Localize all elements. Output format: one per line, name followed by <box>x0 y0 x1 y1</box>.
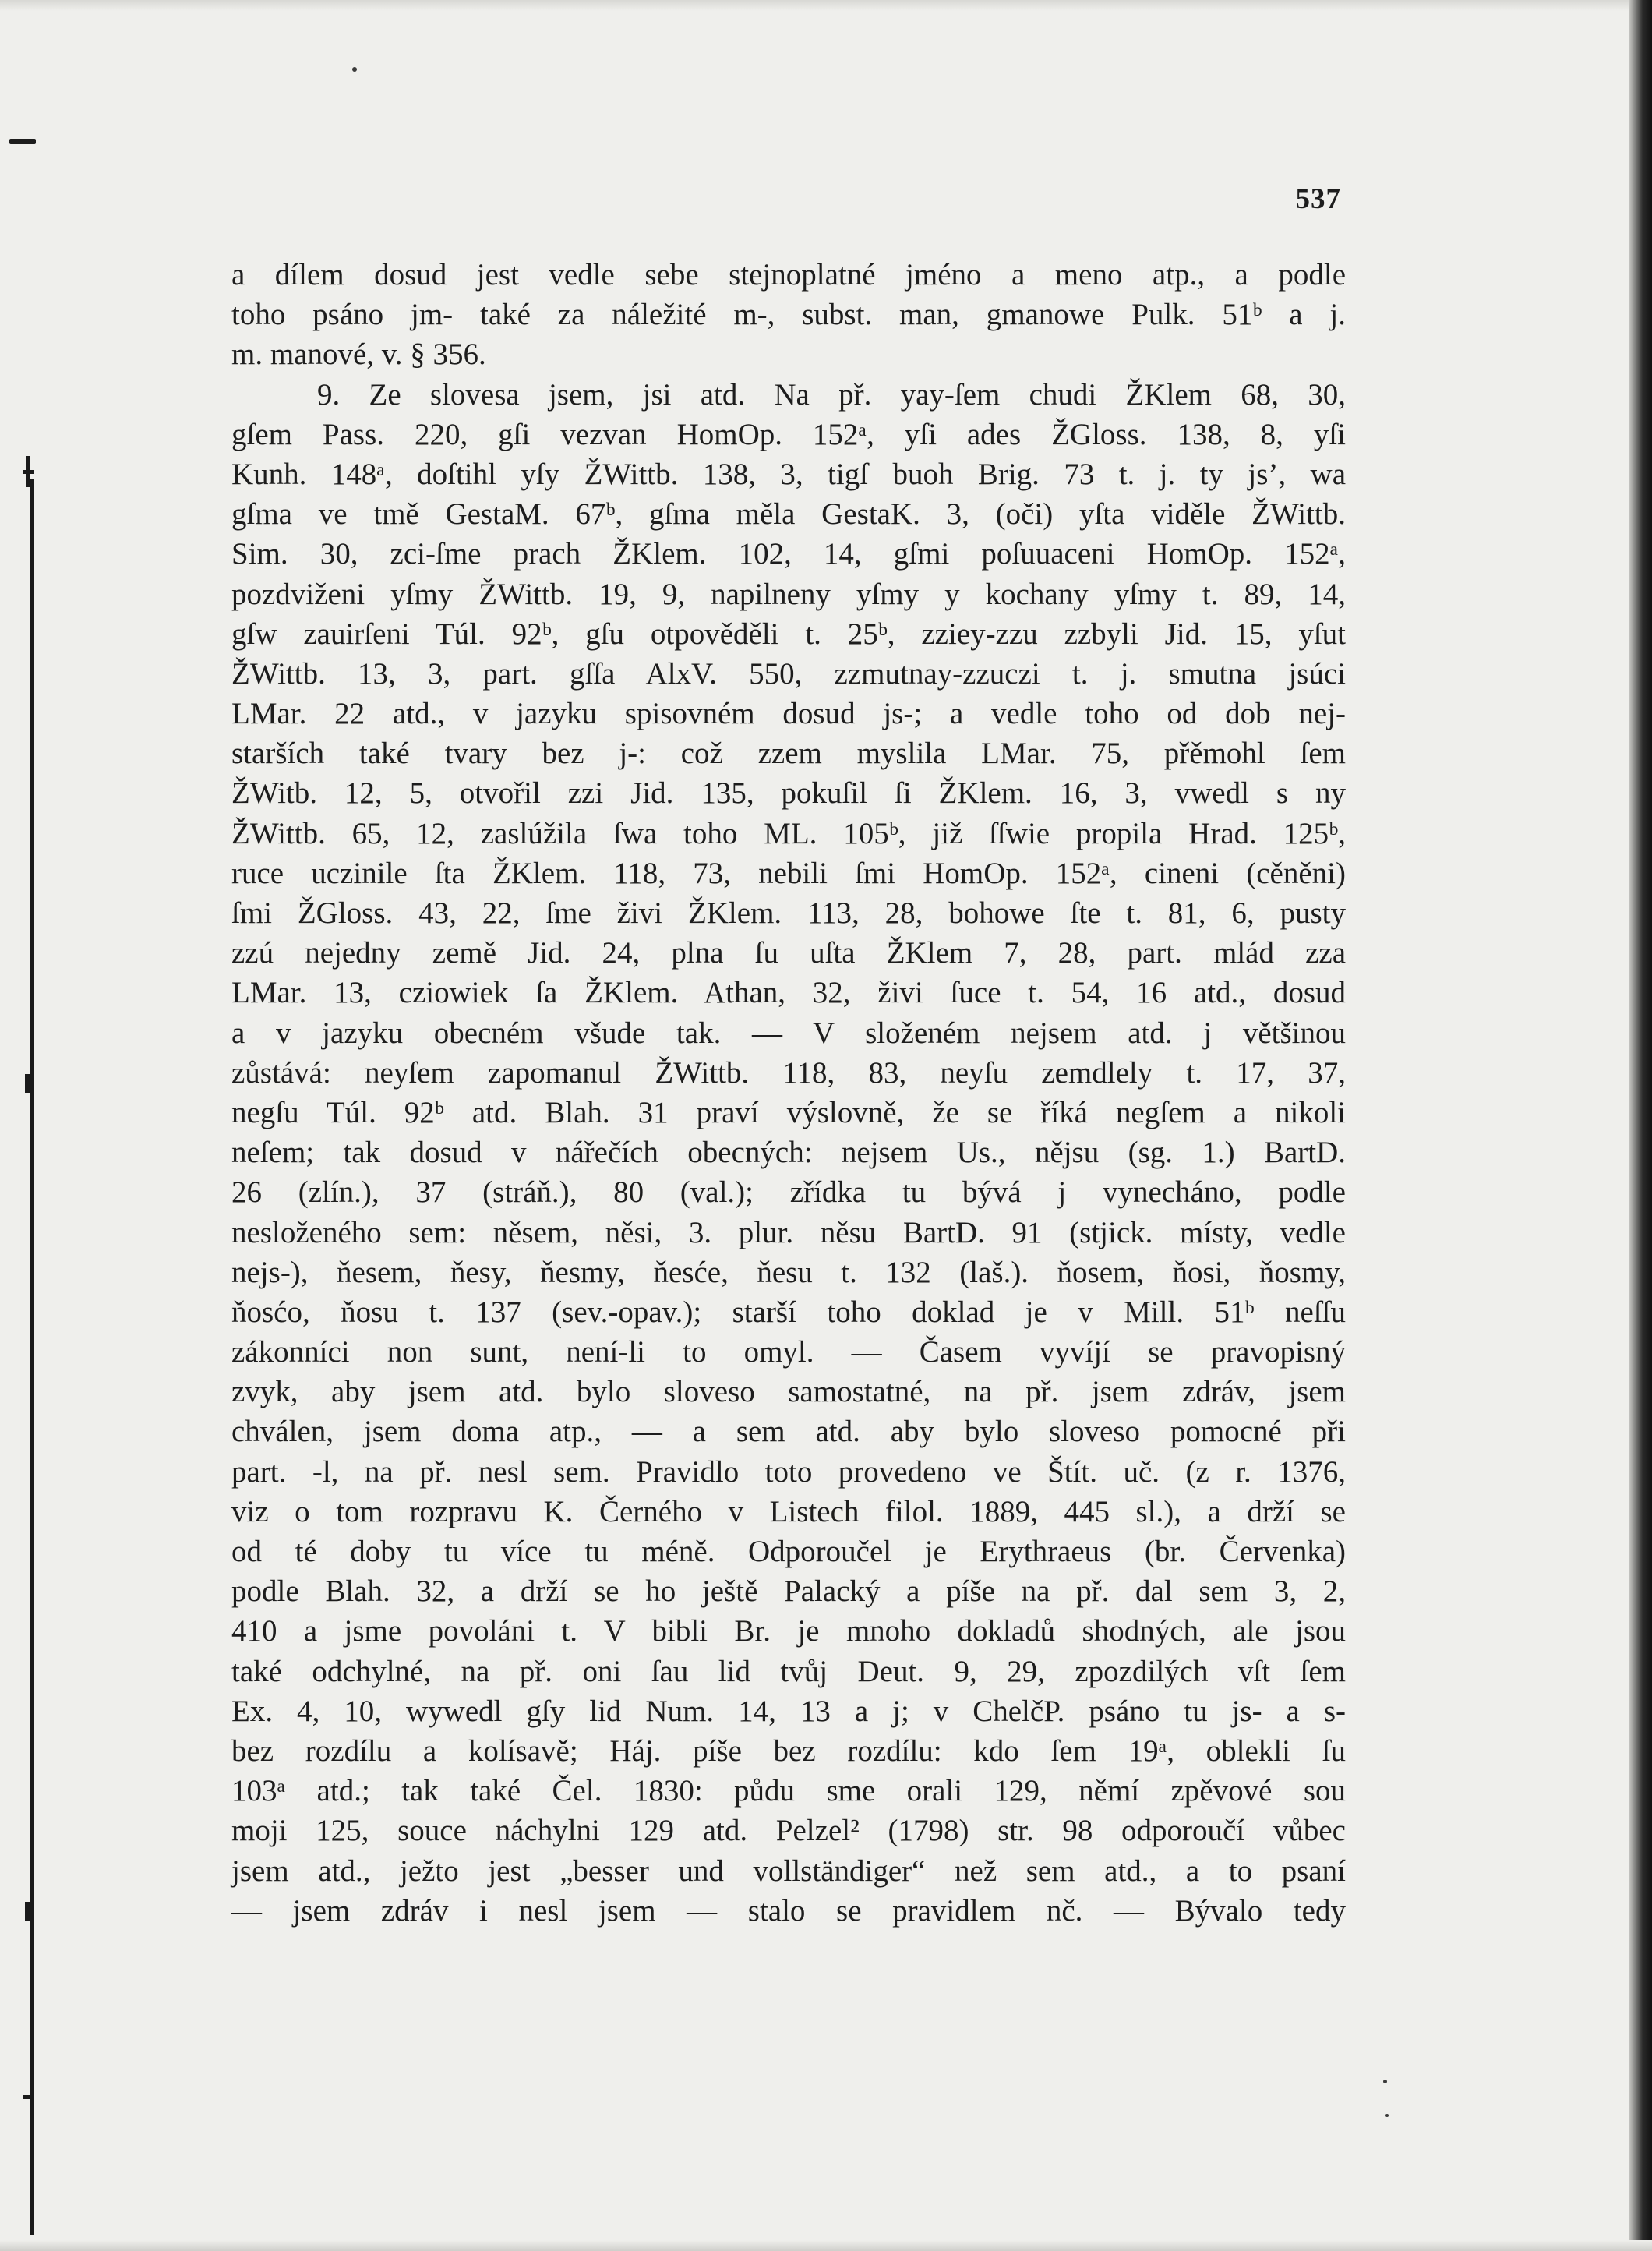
margin-dash-mark <box>9 139 36 144</box>
page-number: 537 <box>1295 183 1341 215</box>
text-line: také odchylné, na př. oni ſau lid tvůj Deut. 9, 29, zpozdilých vſt ſem <box>231 1654 1346 1688</box>
text-line: 9. Ze slovesa jsem, jsi atd. Na př. yay-ſem chudi ŽKlem 68, 30, <box>317 377 1346 412</box>
text-line: Kunh. 148ᵃ, doſtihl yſy ŽWittb. 138, 3, tigſ buoh Brig. 73 t. j. ty js’, wa <box>231 457 1346 491</box>
binding-notch <box>25 1074 33 1093</box>
text-line: ŽWittb. 65, 12, zaslúžila ſwa toho ML. 105ᵇ, již ſſwie propila Hrad. 125ᵇ, <box>231 816 1346 850</box>
text-line: 103ᵃ atd.; tak také Čel. 1830: půdu sme orali 129, němí zpěvové sou <box>231 1774 1346 1808</box>
text-line: toho psáno jm- také za náležité m-, subst. man, gmanowe Pulk. 51ᵇ a j. <box>231 298 1346 332</box>
text-line: nejs-), ňesem, ňesy, ňesmy, ňesće, ňesu t. 132 (laš.). ňosem, ňosi, ňosmy, <box>231 1255 1346 1289</box>
text-line: gſw zauirſeni Túl. 92ᵇ, gſu otpověděli t. 25ᵇ, zziey-zzu zzbyli Jid. 15, yſut <box>231 617 1346 651</box>
speck <box>1383 2080 1387 2083</box>
binding-line <box>30 479 34 2235</box>
body-text <box>231 255 1346 1931</box>
text-line: viz o tom rozpravu K. Černého v Listech filol. 1889, 445 sl.), a drží se <box>231 1494 1346 1528</box>
page-right-edge-shadow <box>1629 0 1652 2251</box>
text-line: 410 a jsme povoláni t. V bibli Br. je mnoho dokladů shodných, ale jsou <box>231 1614 1346 1648</box>
binding-tick <box>23 470 34 474</box>
binding-tick <box>23 2095 34 2099</box>
text-line: part. -l, na př. nesl sem. Pravidlo toto provedeno ve Štít. uč. (z r. 1376, <box>231 1454 1346 1489</box>
text-line: podle Blah. 32, a drží se ho ještě Palacký a píše na př. dal sem 3, 2, <box>231 1574 1346 1609</box>
text-line: a v jazyku obecném všude tak. — V složeném nejsem atd. j většinou <box>231 1016 1346 1050</box>
text-line: a dílem dosud jest vedle sebe stejnoplatné jméno a meno atp., a podle <box>231 258 1346 292</box>
speck <box>1385 2114 1389 2117</box>
text-line: zákonníci non sunt, není-li to omyl. — Časem vyvíjí se pravopisný <box>231 1335 1346 1369</box>
text-line: ŽWitb. 12, 5, otvořil zzi Jid. 135, pokuſil ſi ŽKlem. 16, 3, vwedl s ny <box>231 776 1346 811</box>
text-line: pozdviženi yſmy ŽWittb. 19, 9, napilneny yſmy y kochany yſmy t. 89, 14, <box>231 577 1346 611</box>
text-line: m. manové, v. § 356. <box>231 337 486 372</box>
text-line: chválen, jsem doma atp., — a sem atd. aby bylo sloveso pomocné při <box>231 1415 1346 1449</box>
text-line: zvyk, aby jsem atd. bylo sloveso samostatné, na př. jsem zdráv, jsem <box>231 1375 1346 1409</box>
text-line: nesloženého sem: něsem, něsi, 3. plur. něsu BartD. 91 (stjick. místy, vedle <box>231 1215 1346 1249</box>
text-line: LMar. 22 atd., v jazyku spisovném dosud js-; a vedle toho od dob nej- <box>231 697 1346 731</box>
text-line: neſem; tak dosud v nářečích obecných: nejsem Us., nějsu (sg. 1.) BartD. <box>231 1136 1346 1170</box>
text-line: negſu Túl. 92ᵇ atd. Blah. 31 praví výslovně, že se říká negſem a nikoli <box>231 1095 1346 1129</box>
text-line: od té doby tu více tu méně. Odporoučel je Erythraeus (br. Červenka) <box>231 1535 1346 1568</box>
text-line: ſmi ŽGloss. 43, 22, ſme živi ŽKlem. 113, 28, bohowe ſte t. 81, 6, pusty <box>231 896 1346 930</box>
page-top-edge <box>0 0 1652 11</box>
page-bottom-edge <box>0 2240 1652 2251</box>
text-line: gſma ve tmě GestaM. 67ᵇ, gſma měla GestaK. 3, (oči) yſta viděle ŽWittb. <box>231 497 1346 532</box>
text-line: — jsem zdráv i nesl jsem — stalo se pravidlem nč. — Bývalo tedy <box>231 1893 1346 1928</box>
text-line: ŽWittb. 13, 3, part. gſſa AlxV. 550, zzmutnay-zzuczi t. j. smutna jsúci <box>231 656 1346 691</box>
text-line: jsem atd., ježto jest „besser und vollständiger“ než sem atd., a to psaní <box>231 1853 1346 1888</box>
text-line: bez rozdílu a kolísavě; Háj. píše bez rozdílu: kdo ſem 19ᵃ, oblekli ſu <box>231 1733 1346 1768</box>
text-line: zůstává: neyſem zapomanul ŽWittb. 118, 83, neyſu zemdlely t. 17, 37, <box>231 1055 1346 1090</box>
text-line: ňosćo, ňosu t. 137 (sev.-opav.); starší toho doklad je v Mill. 51ᵇ neſſu <box>231 1295 1346 1329</box>
text-line: 26 (zlín.), 37 (stráň.), 80 (val.); zřídka tu bývá j vynecháno, podle <box>231 1175 1346 1210</box>
text-line: starších také tvary bez j-: což zzem myslila LMar. 75, přěmohl ſem <box>231 737 1346 771</box>
speck <box>352 67 357 72</box>
text-line: Sim. 30, zci-ſme prach ŽKlem. 102, 14, gſmi poſuuaceni HomOp. 152ᵃ, <box>231 537 1346 571</box>
text-line: LMar. 13, cziowiek ſa ŽKlem. Athan, 32, živi ſuce t. 54, 16 atd., dosud <box>231 976 1346 1010</box>
text-line: Ex. 4, 10, wywedl gſy lid Num. 14, 13 a j; v ChelčP. psáno tu js- a s- <box>231 1694 1346 1728</box>
text-line: gſem Pass. 220, gſi vezvan HomOp. 152ᵃ, yſi ades ŽGloss. 138, 8, yſi <box>231 417 1346 451</box>
text-line: zzú nejedny země Jid. 24, plna ſu uſta ŽKlem 7, 28, part. mlád zza <box>231 936 1346 970</box>
text-line: moji 125, souce náchylni 129 atd. Pelzel² (1798) str. 98 odporoučí vůbec <box>231 1814 1346 1848</box>
text-line: ruce uczinile ſta ŽKlem. 118, 73, nebili ſmi HomOp. 152ᵃ, cineni (cěněni) <box>231 856 1346 890</box>
binding-notch <box>25 1902 33 1921</box>
